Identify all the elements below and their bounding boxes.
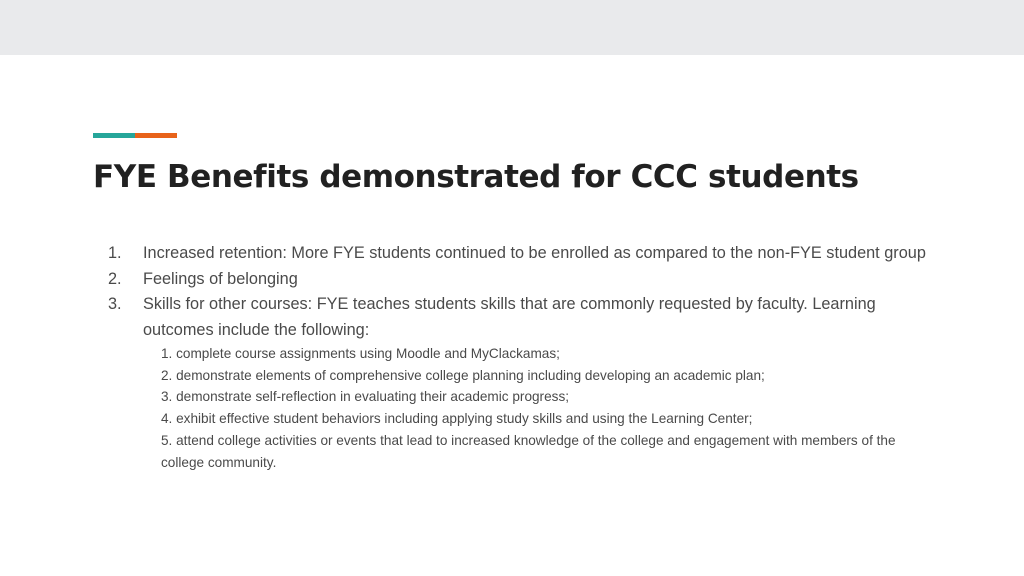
accent-segment-orange <box>135 133 177 138</box>
list-item-number: 2. <box>108 269 122 288</box>
list-item-number: 1. <box>108 244 122 262</box>
accent-segment-teal <box>93 133 135 138</box>
title-accent-bar <box>93 133 177 138</box>
outcome-item: 4. exhibit effective student behaviors including applying study skills and using the Learning Center; <box>161 411 753 427</box>
list-item <box>108 292 928 473</box>
benefits-list <box>108 241 928 473</box>
outcome-item: 3. demonstrate self-reflection in evaluating their academic progress; <box>161 389 570 405</box>
outcome-item: 5. attend college activities or events that lead to increased knowledge of the college and engagement with members of the college community. <box>161 432 896 470</box>
list-item <box>108 241 928 267</box>
list-item-text: Feelings of belonging <box>143 269 298 288</box>
outcome-item: 2. demonstrate elements of comprehensive college planning including developing an academic plan; <box>161 367 765 383</box>
slide-title: FYE Benefits demonstrated for CCC students <box>93 159 859 195</box>
top-bar <box>0 0 1024 55</box>
learning-outcomes-list <box>161 343 928 473</box>
list-item-text: Skills for other courses: FYE teaches students skills that are commonly requested by faculty. Learning outcomes include the following: <box>143 295 876 339</box>
outcome-item: 1. complete course assignments using Moodle and MyClackamas; <box>161 346 560 361</box>
list-item-number: 3. <box>108 295 122 313</box>
list-item <box>108 267 928 293</box>
list-item-text: Increased retention: More FYE students continued to be enrolled as compared to the non-FYE student group <box>143 244 926 262</box>
list-item-body <box>143 292 928 473</box>
slide <box>0 55 1024 576</box>
